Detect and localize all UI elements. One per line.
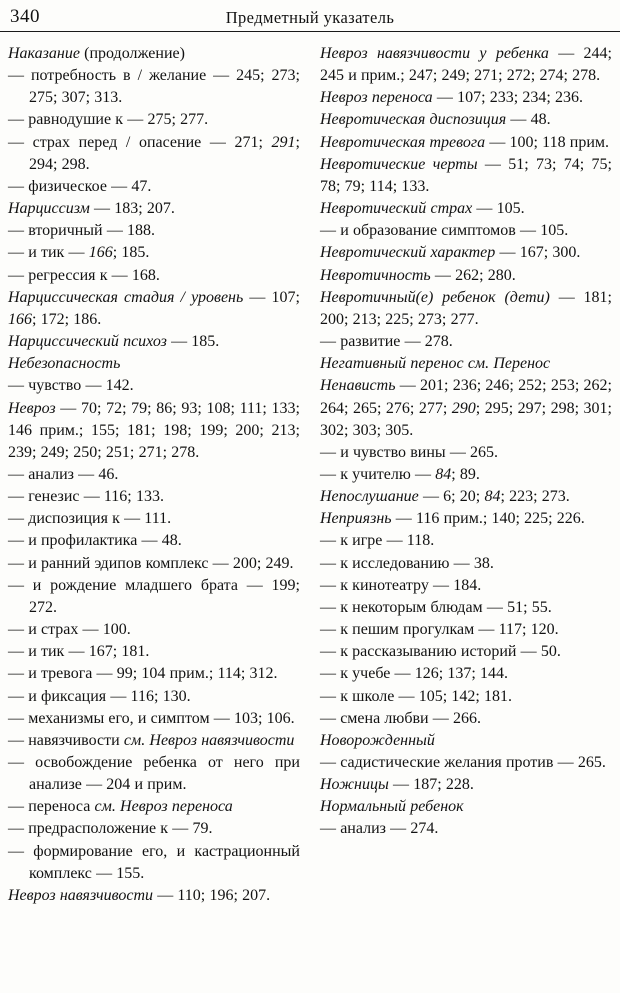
entry-text: — 181; 200; 213; 225; 273; 277. xyxy=(320,288,612,328)
entry-text: — вторичный — 188. xyxy=(8,222,156,240)
entry-text-italic: Ножницы xyxy=(320,776,389,794)
index-entry xyxy=(320,375,612,441)
entry-text: ; 223; 273. xyxy=(500,488,570,506)
index-subentry xyxy=(320,553,612,575)
entry-text-italic: 84 xyxy=(484,488,501,506)
index-entry xyxy=(8,398,300,464)
index-subentry xyxy=(320,708,612,730)
running-head-title: Предметный указатель xyxy=(225,8,395,27)
index-subentry xyxy=(8,730,300,752)
entry-text-italic: Неприязнь xyxy=(320,510,392,528)
entry-text: — анализ — 46. xyxy=(8,465,119,483)
entry-text: — генезис — 116; 133. xyxy=(8,488,164,506)
index-entry xyxy=(320,87,612,109)
index-subentry xyxy=(8,375,300,397)
entry-text: — 116 прим.; 140; 225; 226. xyxy=(391,510,585,528)
entry-text-italic: см. Невроз навязчивости xyxy=(123,731,295,749)
index-subentry xyxy=(320,464,612,486)
running-head xyxy=(0,0,620,32)
entry-text-italic: Нормальный ребенок xyxy=(320,798,464,816)
entry-text-italic: Невротическая диспозиция xyxy=(320,111,507,129)
entry-text: — 70; 72; 79; 86; 93; 108; 111; 133; 146 прим.; 155; 181; 198; 199; 200; 213; 239; 249; 250; 251; 271; 278. xyxy=(8,399,300,461)
index-subentry xyxy=(320,575,612,597)
entry-text-italic: Новорожденный xyxy=(320,731,435,749)
index-entry xyxy=(8,43,300,65)
index-subentry xyxy=(8,220,300,242)
index-subentry xyxy=(8,641,300,663)
entry-text: — к исследованию — 38. xyxy=(320,554,494,572)
entry-text-italic: Ненависть xyxy=(320,377,396,395)
index-subentry xyxy=(8,65,300,109)
entry-text: — механизмы его, и симптом — 103; 106. xyxy=(8,709,295,727)
index-subentry xyxy=(8,619,300,641)
entry-text-italic: 166 xyxy=(8,310,32,328)
entry-text: — к школе — 105; 142; 181. xyxy=(320,687,513,705)
index-entry xyxy=(320,265,612,287)
index-entry xyxy=(320,508,612,530)
entry-text-italic: Невротические черты xyxy=(320,155,478,173)
index-entry xyxy=(8,885,300,907)
index-subentry xyxy=(8,486,300,508)
entry-text: — и ранний эдипов комплекс — 200; 249. xyxy=(8,554,294,572)
entry-text: — к учителю — xyxy=(320,465,436,483)
entry-text: — 100; 118 прим. xyxy=(485,133,610,151)
index-entry xyxy=(320,198,612,220)
index-subentry xyxy=(8,796,300,818)
entry-text: — к рассказыванию историй — 50. xyxy=(320,643,561,661)
entry-text: ; 185. xyxy=(112,244,150,262)
index-subentry xyxy=(8,818,300,840)
entry-text: — 201; 236; 246; 252; 253; 262; 264; 265; 276; 277; xyxy=(320,377,612,417)
entry-text: — и фиксация — 116; 130. xyxy=(8,687,191,705)
entry-text: — садистические желания против — 265. xyxy=(320,754,606,771)
index-entry xyxy=(8,198,300,220)
entry-text-italic: Негативный перенос см. Перенос xyxy=(320,355,551,373)
index-subentry xyxy=(8,508,300,530)
entry-text: — и чувство вины — 265. xyxy=(320,443,499,461)
entry-text: — физическое — 47. xyxy=(8,177,152,195)
index-subentry xyxy=(320,752,612,774)
entry-text: — навязчивости xyxy=(8,731,124,749)
entry-text: — анализ — 274. xyxy=(320,820,439,838)
entry-text: — 6; 20; xyxy=(418,488,485,506)
entry-text: — 183; 207. xyxy=(89,200,175,218)
entry-text-italic: Невроз xyxy=(8,399,56,417)
entry-text: — 185. xyxy=(166,333,220,351)
entry-text: — и тревога — 99; 104 прим.; 114; 312. xyxy=(8,665,278,683)
index-column-right xyxy=(320,43,612,907)
entry-text: — предрасположение к — 79. xyxy=(8,820,213,838)
entry-text: — к учебе — 126; 137; 144. xyxy=(320,665,509,683)
index-subentry xyxy=(8,132,300,176)
entry-text: — 110; 196; 207. xyxy=(153,886,271,904)
entry-text: — и тик — 167; 181. xyxy=(8,643,150,661)
entry-text: — 51; 73; 74; 75; 78; 79; 114; 133. xyxy=(320,155,613,195)
index-entry xyxy=(8,353,300,375)
entry-text-italic: Невроз навязчивости у ребенка xyxy=(320,45,549,62)
entry-text: — и профилактика — 48. xyxy=(8,532,182,550)
entry-text-italic: Наказание xyxy=(8,45,80,62)
index-subentry xyxy=(320,530,612,552)
index-subentry xyxy=(320,220,612,242)
index-subentry xyxy=(320,641,612,663)
index-subentry xyxy=(320,686,612,708)
entry-text: — 107; xyxy=(243,288,300,306)
index-subentry xyxy=(8,176,300,198)
entry-text-italic: 84 xyxy=(435,465,452,483)
index-columns xyxy=(0,32,620,913)
entry-text: ; 294; 298. xyxy=(29,133,300,173)
entry-text-italic: Невротический характер xyxy=(320,244,496,262)
index-subentry xyxy=(8,530,300,552)
index-subentry xyxy=(8,553,300,575)
index-subentry xyxy=(8,464,300,486)
index-subentry xyxy=(320,818,612,840)
entry-text: — страх перед / опасение — 271; xyxy=(8,133,272,151)
entry-text: (продолжение) xyxy=(79,45,185,62)
entry-text: — 167; 300. xyxy=(495,244,581,262)
entry-text-italic: Нарциссическая стадия / уровень xyxy=(8,288,244,306)
entry-text: — чувство — 142. xyxy=(8,377,134,395)
index-entry xyxy=(8,331,300,353)
index-entry xyxy=(320,132,612,154)
entry-text-italic: Невротический страх xyxy=(320,200,473,218)
page-number: 340 xyxy=(10,6,40,27)
entry-text: ; 295; 297; 298; 301; 302; 303; 305. xyxy=(320,399,612,439)
index-entry xyxy=(320,353,612,375)
entry-text-italic: 290 xyxy=(451,399,476,417)
index-subentry xyxy=(8,708,300,730)
index-entry xyxy=(320,730,612,752)
entry-text: — регрессия к — 168. xyxy=(8,266,160,284)
index-subentry xyxy=(8,575,300,619)
entry-text-italic: Нарциссизм xyxy=(8,200,90,218)
index-subentry xyxy=(320,331,612,353)
entry-text-italic: см. Невроз переноса xyxy=(94,798,233,816)
entry-text: — смена любви — 266. xyxy=(320,709,481,727)
entry-text-italic: Невротичность xyxy=(320,266,431,284)
entry-text: — освобождение ребенка от него при анализе — 204 и прим. xyxy=(8,754,300,794)
entry-text-italic: Невроз переноса xyxy=(320,89,433,107)
entry-text: — и страх — 100. xyxy=(8,621,131,639)
index-subentry xyxy=(8,752,300,796)
entry-text: — диспозиция к — 111. xyxy=(8,510,172,528)
index-column-left xyxy=(8,43,300,907)
index-subentry xyxy=(320,619,612,641)
entry-text-italic: Непослушание xyxy=(320,488,419,506)
entry-text: — формирование его, и кастрационный комплекс — 155. xyxy=(8,842,300,882)
entry-text: ; 172; 186. xyxy=(32,310,102,328)
entry-text: — и рождение младшего брата — 199; 272. xyxy=(8,576,300,616)
entry-text: — 187; 228. xyxy=(388,776,474,794)
index-entry xyxy=(320,486,612,508)
index-subentry xyxy=(8,841,300,885)
entry-text: — потребность в / желание — 245; 273; 275; 307; 313. xyxy=(8,67,300,107)
index-subentry xyxy=(8,686,300,708)
entry-text: — и тик — xyxy=(8,244,89,262)
index-entry xyxy=(320,109,612,131)
entry-text: — к кинотеатру — 184. xyxy=(320,576,482,594)
index-subentry xyxy=(8,663,300,685)
entry-text-italic: 166 xyxy=(88,244,113,262)
entry-text: — 48. xyxy=(506,111,551,129)
entry-text: — 105. xyxy=(472,200,525,218)
index-subentry xyxy=(8,109,300,131)
entry-text-italic: 291 xyxy=(271,133,296,151)
entry-text: — 262; 280. xyxy=(430,266,516,284)
entry-text: — к игре — 118. xyxy=(320,532,435,550)
entry-text: — 107; 233; 234; 236. xyxy=(432,89,584,107)
entry-text-italic: Невротическая тревога xyxy=(320,133,486,151)
index-entry xyxy=(8,287,300,331)
entry-text: — к пешим прогулкам — 117; 120. xyxy=(320,621,559,639)
index-subentry xyxy=(320,442,612,464)
index-entry xyxy=(320,774,612,796)
entry-text: — равнодушие к — 275; 277. xyxy=(8,111,209,129)
index-entry xyxy=(320,242,612,264)
entry-text: ; 89. xyxy=(451,465,480,483)
entry-text: — развитие — 278. xyxy=(320,333,453,351)
entry-text-italic: Небезопасность xyxy=(8,355,121,373)
entry-text: — 244; 245 и прим.; 247; 249; 271; 272; 274; 278. xyxy=(320,45,612,85)
index-entry xyxy=(320,287,612,331)
entry-text-italic: Невротичный(е) ребенок (дети) xyxy=(320,288,550,306)
index-entry xyxy=(320,43,612,87)
entry-text-italic: Невроз навязчивости xyxy=(8,886,153,904)
index-subentry xyxy=(320,663,612,685)
index-entry xyxy=(320,154,612,198)
index-subentry xyxy=(8,265,300,287)
entry-text: — переноса xyxy=(8,798,95,816)
index-subentry xyxy=(8,242,300,264)
entry-text-italic: Нарциссический психоз xyxy=(8,333,167,351)
index-entry xyxy=(320,796,612,818)
entry-text: — к некоторым блюдам — 51; 55. xyxy=(320,598,552,616)
index-subentry xyxy=(320,597,612,619)
entry-text: — и образование симптомов — 105. xyxy=(320,222,569,240)
